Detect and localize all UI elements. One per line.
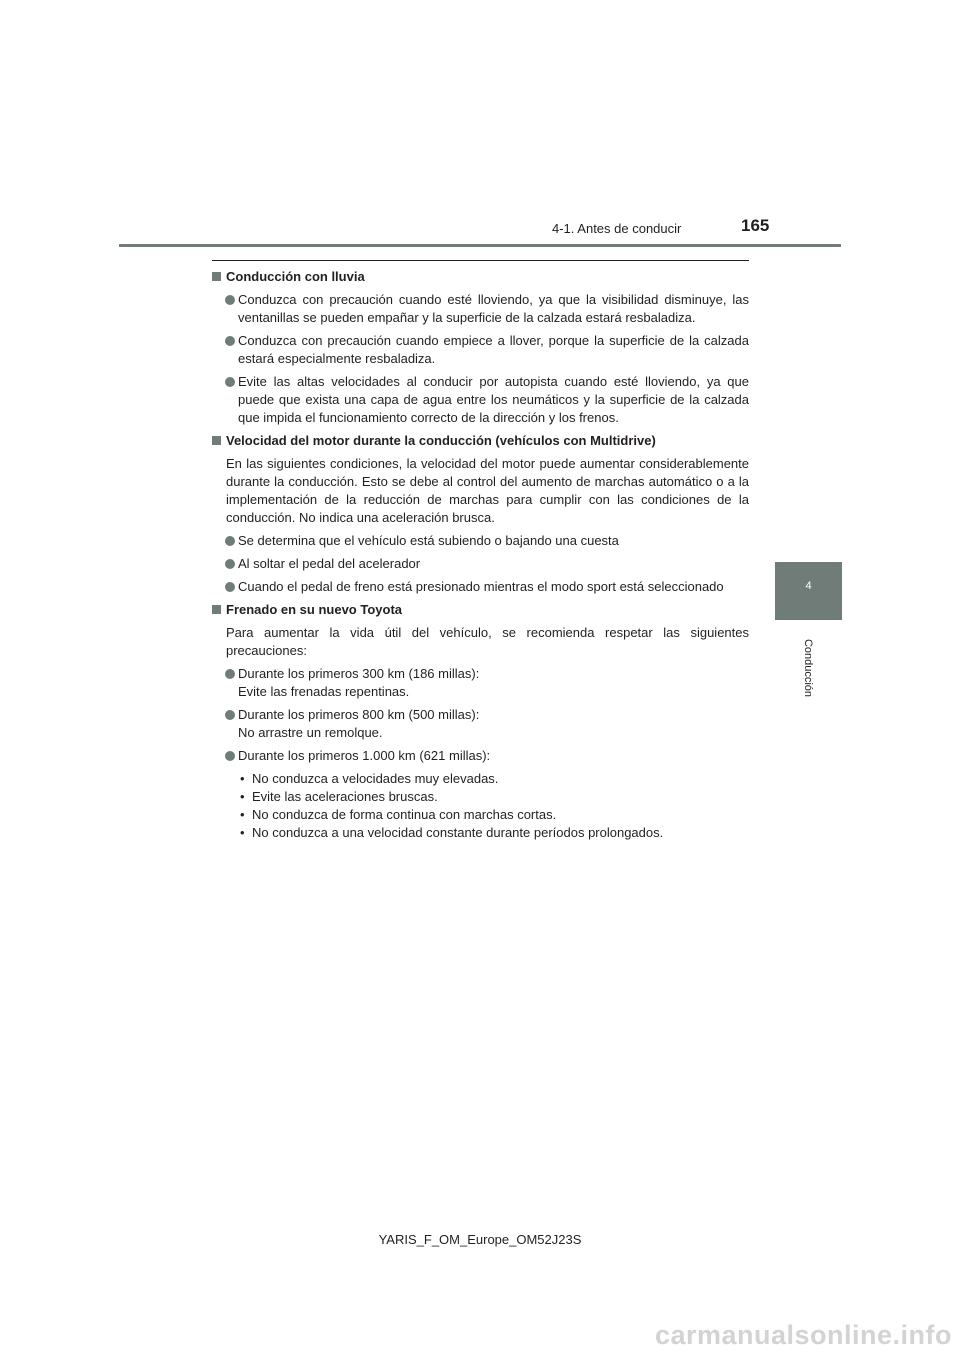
- circle-bullet-icon: [225, 295, 235, 305]
- section-intro: Para aumentar la vida útil del vehículo, se recomienda respetar las siguientes precauciones:: [226, 625, 749, 658]
- section-title: Conducción con lluvia: [226, 269, 365, 284]
- sub-list: [238, 770, 749, 842]
- chapter-tab: [775, 562, 842, 620]
- section-heading: [212, 601, 749, 619]
- page-content: [212, 268, 749, 842]
- sub-list-item: • No conduzca a velocidades muy elevadas.: [238, 770, 749, 788]
- chapter-title: Conducción: [802, 638, 814, 698]
- section-heading: [212, 432, 749, 450]
- list-item-text: Durante los primeros 300 km (186 millas):: [238, 666, 480, 681]
- list-item: [212, 332, 749, 368]
- list-item-text: Conduzca con precaución cuando esté lloviendo, ya que la visibilidad disminuye, las ventanillas se pueden empañar y la superficie de la calzada estará resbaladiza.: [238, 292, 749, 325]
- chapter-side-label: [800, 630, 816, 710]
- watermark: carmanualsonline.info: [654, 1320, 952, 1350]
- list-item-text: Cuando el pedal de freno está presionado mientras el modo sport está seleccionado: [238, 579, 724, 594]
- list-item: [212, 373, 749, 427]
- circle-bullet-icon: [225, 559, 235, 569]
- list-item: [212, 665, 749, 701]
- sub-list-item: • No conduzca de forma continua con marchas cortas.: [238, 806, 749, 824]
- sub-list-item: • Evite las aceleraciones bruscas.: [238, 788, 749, 806]
- sub-list-item: • No conduzca a una velocidad constante durante períodos prolongados.: [238, 824, 749, 842]
- list-item-text: Evite las frenadas repentinas.: [238, 684, 410, 699]
- circle-bullet-icon: [225, 336, 235, 346]
- list-item: [212, 555, 749, 573]
- list-item: [212, 291, 749, 327]
- list-item-text: Al soltar el pedal del acelerador: [238, 556, 421, 571]
- square-bullet-icon: [212, 605, 221, 614]
- circle-bullet-icon: [225, 377, 235, 387]
- circle-bullet-icon: [225, 710, 235, 720]
- section-title: Frenado en su nuevo Toyota: [226, 602, 403, 617]
- list-item: [212, 532, 749, 550]
- section-title: Velocidad del motor durante la conducción (vehículos con Multidrive): [226, 433, 656, 448]
- list-item: [212, 747, 749, 765]
- list-item-text: Se determina que el vehículo está subiendo o bajando una cuesta: [238, 533, 619, 548]
- content-divider: [212, 260, 749, 261]
- header-divider: [119, 244, 841, 247]
- page-number: 165: [741, 216, 770, 235]
- list-item: [212, 706, 749, 742]
- square-bullet-icon: [212, 436, 221, 445]
- list-item-text: No arrastre un remolque.: [238, 725, 383, 740]
- list-item-text: Conduzca con precaución cuando empiece a llover, porque la superficie de la calzada estará especialmente resbaladiza.: [238, 333, 749, 366]
- document-code-footer: YARIS_F_OM_Europe_OM52J23S: [378, 1232, 582, 1247]
- header-section-title: 4-1. Antes de conducir: [552, 221, 682, 236]
- section-heading: [212, 268, 749, 286]
- circle-bullet-icon: [225, 536, 235, 546]
- square-bullet-icon: [212, 272, 221, 281]
- section-intro: En las siguientes condiciones, la velocidad del motor puede aumentar considerablemente durante la conducción. Esto se debe al control del aumento de marchas automático o a la implementación de la reducción de marchas para cumplir con las condiciones de la conducción. No indica una aceleración brusca.: [226, 456, 749, 525]
- list-item-text: Durante los primeros 1.000 km (621 millas):: [238, 748, 491, 763]
- chapter-number: 4: [805, 580, 812, 592]
- circle-bullet-icon: [225, 751, 235, 761]
- list-item: [212, 578, 749, 596]
- circle-bullet-icon: [225, 669, 235, 679]
- circle-bullet-icon: [225, 582, 235, 592]
- list-item-text: Evite las altas velocidades al conducir por autopista cuando esté lloviendo, ya que puede que exista una capa de agua entre los neumáticos y la superficie de la calzada que impida el funcionamiento correcto de la dirección y los frenos.: [238, 374, 749, 425]
- list-item-text: Durante los primeros 800 km (500 millas):: [238, 707, 480, 722]
